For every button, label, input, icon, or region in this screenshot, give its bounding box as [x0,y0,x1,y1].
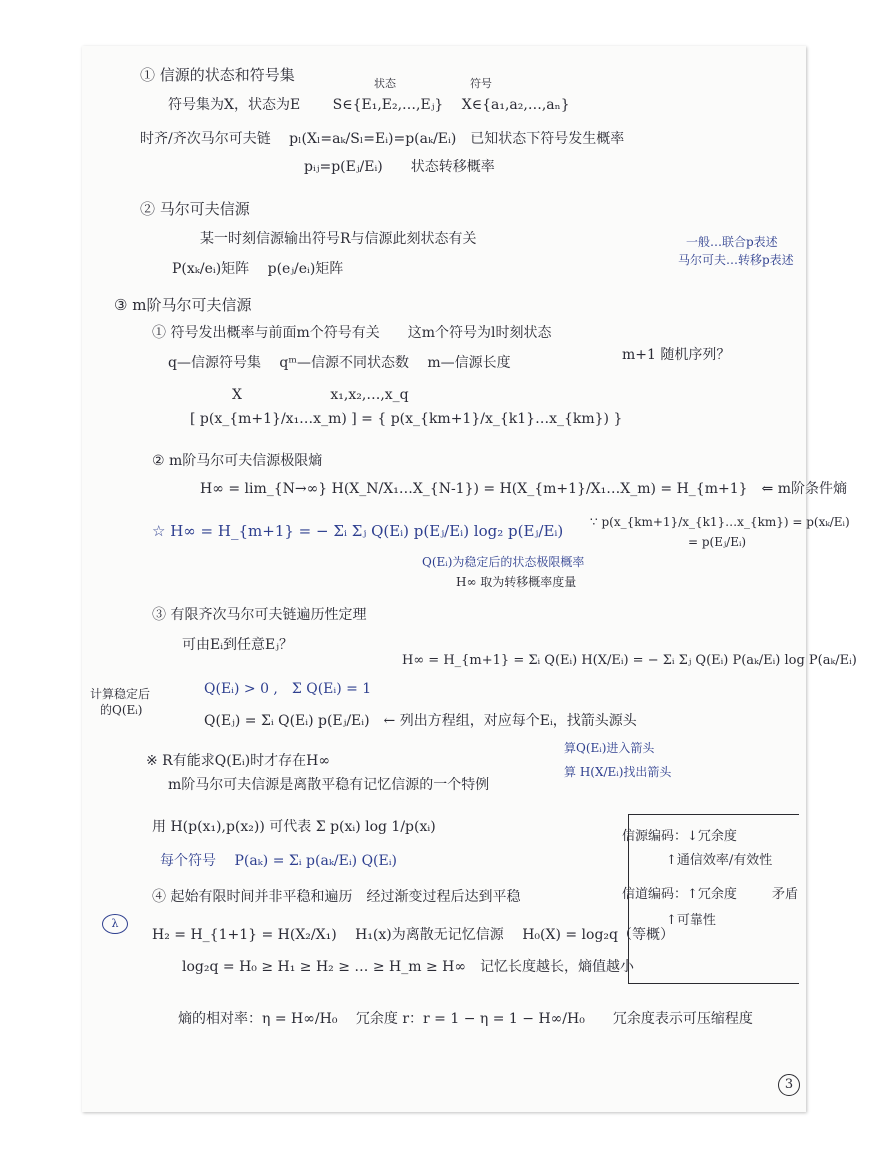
note-line-h3_h2: H₂ = H_{1+1} = H(X₂/X₁) H₁(x)为离散无记忆信源 H₀(X) = log₂q（等概） [152,927,674,943]
page-number: 3 [778,1074,800,1096]
note-line-h3_mat_top: X x₁,x₂,…,x_q [232,387,409,403]
note-line-h3_3l2: 的Q(Eᵢ) [100,703,143,717]
note-line-h3_star_r2: = p(Eⱼ/Eᵢ) [688,535,747,549]
note-line-h1_sets: 符号集为X，状态为E S∈{E₁,E₂,…,Eⱼ} X∈{a₁,a₂,…,aₙ} [168,97,570,113]
note-line-h3_star_n2: H∞ 取为转移概率度量 [456,575,577,589]
note-line-h3_rel: 熵的相对率：η = H∞/H₀ 冗余度 r：r = 1 − η = 1 − H∞/H₀ 冗余度表示可压缩程度 [178,1011,753,1027]
coding-comparison-box [628,814,799,984]
note-line-h3_1b: q—信源符号集 qᵐ—信源不同状态数 m—信源长度 [168,355,511,371]
note-line-h3_note: ※ R有能求Q(Eᵢ)时才存在H∞ [146,753,331,769]
note-line-h3_3c1: Q(Eᵢ) > 0 , Σ Q(Eᵢ) = 1 [204,681,372,697]
note-line-h3: ③ m阶马尔可夫信源 [114,296,252,314]
note-line-h3_side: m+1 随机序列？ [622,347,731,363]
lambda-mark: λ [102,914,128,934]
note-line-h3_star_r1: ∵ p(x_{km+1}/x_{k1}…x_{km}) = p(xₖ/Eᵢ) [590,515,850,529]
note-line-box2: ↑通信效率/有效性 [666,853,773,868]
note-line-h3_note2: m阶马尔可夫信源是离散平稳有记忆信源的一个特例 [168,777,490,793]
note-line-h3_star: ☆ H∞ = H_{m+1} = − Σᵢ Σⱼ Q(Eᵢ) p(Eⱼ/Eᵢ) log₂ p(Eⱼ/Eᵢ) [152,522,564,540]
note-line-h3_3c2: Q(Eⱼ) = Σᵢ Q(Eᵢ) p(Eⱼ/Eᵢ) ← 列出方程组，对应每个Eᵢ，找箭头源头 [204,713,637,729]
note-line-h3_3l1: 计算稳定后 [90,687,151,701]
note-line-h3_4: ④ 起始有限时间并非平稳和遍历 经过渐变过程后达到平稳 [152,889,521,905]
note-line-h3_3eq: H∞ = H_{m+1} = Σᵢ Q(Eᵢ) H(X/Eᵢ) = − Σᵢ Σⱼ Q(Eᵢ) P(aₖ/Eᵢ) log P(aₖ/Eᵢ) [402,653,857,668]
note-line-h3_arrow2: 算 H(X/Eᵢ)找出箭头 [564,765,672,779]
note-line-h3_star_n1: Q(Eᵢ)为稳定后的状态极限概率 [422,555,585,569]
notebook-page [82,46,857,1112]
note-line-h3_3q: 可由Eᵢ到任意Eⱼ？ [182,637,293,653]
note-line-box1: 信源编码：↓冗余度 [622,829,737,844]
note-line-box4: ↑可靠性 [666,913,716,928]
note-line-h1: ① 信源的状态和符号集 [140,66,295,84]
note-line-h3_mat_bot: [ p(x_{m+1}/x₁…x_m) ] = { p(x_{km+1}/x_{k1}…x_{km}) } [190,411,623,427]
note-line-h1_markov: 时齐/齐次马尔可夫链 pₗ(Xₗ=aₖ/Sₗ=Eᵢ)=p(aₖ/Eᵢ) 已知状态下符号发生概率 [140,131,625,147]
note-line-h3_3: ③ 有限齐次马尔可夫链遍历性定理 [152,607,367,623]
note-line-box3: 信道编码：↑冗余度 [622,887,737,902]
note-line-h1_lbl_symbol: 符号 [470,77,492,90]
note-line-h3_each: 每个符号 P(aₖ) = Σᵢ p(aₖ/Eᵢ) Q(Eᵢ) [160,853,398,869]
note-line-h3_arrow1: 算Q(Eᵢ)进入箭头 [564,741,655,755]
note-line-side_note2: 马尔可夫…转移p表述 [678,253,794,267]
note-line-h2_matrix: P(xₖ/eᵢ)矩阵 p(eⱼ/eᵢ)矩阵 [172,261,344,277]
note-line-h3_2: ② m阶马尔可夫信源极限熵 [152,453,323,469]
note-line-h3_1: ① 符号发出概率与前面m个符号有关 这m个符号为l时刻状态 [152,325,552,341]
note-line-h3_use: 用 H(p(x₁),p(x₂)) 可代表 Σ p(xᵢ) log 1/p(xᵢ) [152,819,436,835]
note-line-h2: ② 马尔可夫信源 [140,200,250,218]
note-line-h1_lbl_state: 状态 [374,77,396,90]
note-line-h1_trans: pᵢⱼ=p(Eⱼ/Eᵢ) 状态转移概率 [304,159,495,175]
note-line-h2_desc: 某一时刻信源输出符号R与信源此刻状态有关 [200,231,477,247]
note-line-h3_order: log₂q = H₀ ≥ H₁ ≥ H₂ ≥ … ≥ H_m ≥ H∞ 记忆长度越长，熵值越小 [182,959,635,975]
note-line-h3_2eq: H∞ = lim_{N→∞} H(X_N/X₁…X_{N-1}) = H(X_{m+1}/X₁…X_m) = H_{m+1} ⇐ m阶条件熵 [200,481,847,497]
note-line-side_note1: 一般…联合p表述 [686,235,778,249]
note-line-box5: 矛盾 [772,887,799,902]
